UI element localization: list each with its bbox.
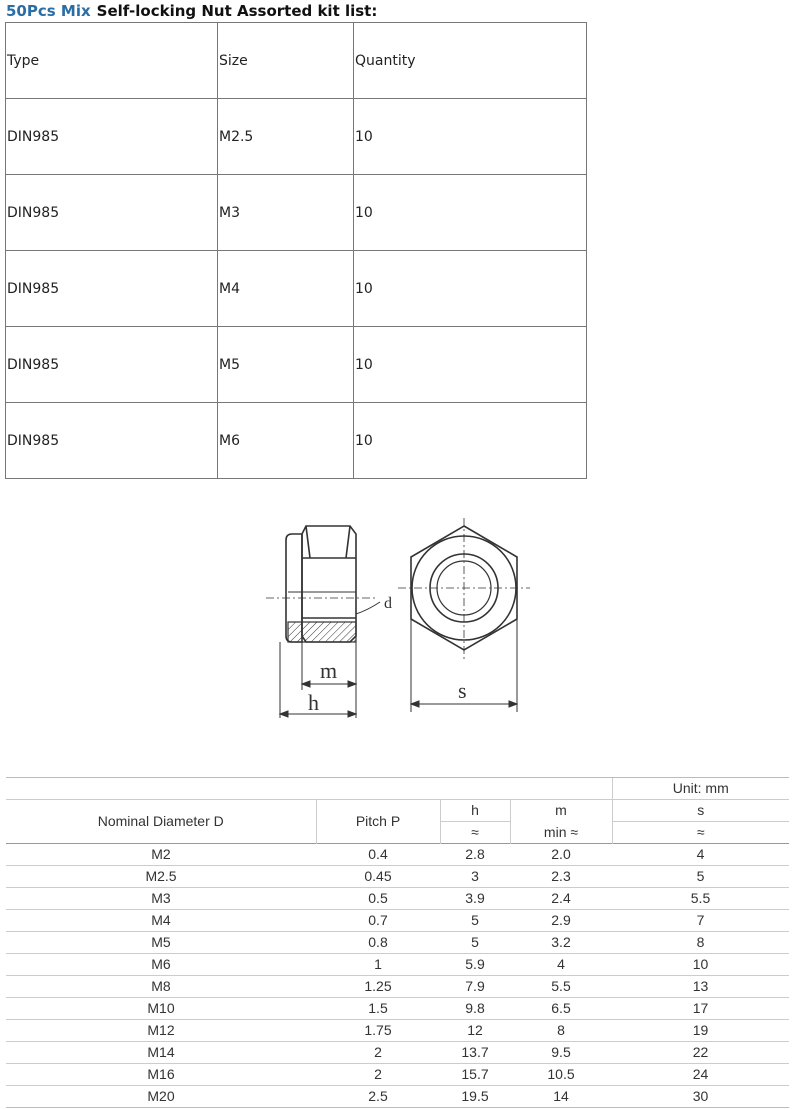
kit-header-size: Size — [218, 23, 354, 99]
kit-header-quantity: Quantity — [354, 23, 587, 99]
spec-subheader-m: min ≈ — [510, 822, 612, 844]
kit-cell-size: M6 — [218, 403, 354, 479]
spec-cell-nominal: M14 — [6, 1042, 316, 1064]
label-m: m — [320, 658, 338, 683]
kit-list-table — [5, 22, 587, 479]
spec-row — [6, 1020, 789, 1042]
spec-cell-s: 5 — [612, 866, 789, 888]
spec-row — [6, 998, 789, 1020]
spec-cell-m: 3.2 — [510, 932, 612, 954]
spec-cell-m: 8 — [510, 1020, 612, 1042]
kit-row — [6, 175, 587, 251]
kit-cell-size: M3 — [218, 175, 354, 251]
spec-cell-pitch: 1 — [316, 954, 440, 976]
kit-row — [6, 327, 587, 403]
spec-cell-h: 9.8 — [440, 998, 510, 1020]
spec-cell-h: 19.5 — [440, 1086, 510, 1108]
spec-cell-m: 2.4 — [510, 888, 612, 910]
spec-header-h: h — [440, 800, 510, 822]
spec-cell-m: 4 — [510, 954, 612, 976]
kit-cell-quantity: 10 — [354, 327, 587, 403]
spec-cell-nominal: M10 — [6, 998, 316, 1020]
kit-cell-type: DIN985 — [6, 327, 218, 403]
spec-cell-pitch: 1.25 — [316, 976, 440, 998]
heading-mix: 50Pcs Mix — [6, 2, 91, 20]
spec-subheader-h: ≈ — [440, 822, 510, 844]
spec-cell-s: 8 — [612, 932, 789, 954]
spec-cell-h: 13.7 — [440, 1042, 510, 1064]
spec-cell-nominal: M6 — [6, 954, 316, 976]
spec-cell-s: 4 — [612, 844, 789, 866]
kit-cell-type: DIN985 — [6, 403, 218, 479]
spec-cell-s: 10 — [612, 954, 789, 976]
spec-cell-m: 2.9 — [510, 910, 612, 932]
spec-cell-s: 5.5 — [612, 888, 789, 910]
nut-technical-drawing — [258, 518, 538, 723]
spec-cell-h: 15.7 — [440, 1064, 510, 1086]
spec-cell-s: 13 — [612, 976, 789, 998]
spec-row — [6, 1042, 789, 1064]
spec-row — [6, 866, 789, 888]
kit-cell-quantity: 10 — [354, 175, 587, 251]
spec-cell-pitch: 2 — [316, 1064, 440, 1086]
kit-cell-type: DIN985 — [6, 251, 218, 327]
spec-cell-s: 7 — [612, 910, 789, 932]
spec-cell-h: 3.9 — [440, 888, 510, 910]
spec-row — [6, 844, 789, 866]
spec-cell-nominal: M2.5 — [6, 866, 316, 888]
spec-cell-s: 19 — [612, 1020, 789, 1042]
spec-cell-pitch: 0.5 — [316, 888, 440, 910]
kit-header-row — [6, 23, 587, 99]
kit-cell-type: DIN985 — [6, 99, 218, 175]
kit-row — [6, 251, 587, 327]
spec-cell-nominal: M16 — [6, 1064, 316, 1086]
spec-cell-nominal: M20 — [6, 1086, 316, 1108]
spec-cell-h: 3 — [440, 866, 510, 888]
spec-cell-pitch: 1.75 — [316, 1020, 440, 1042]
spec-cell-pitch: 0.8 — [316, 932, 440, 954]
spec-cell-m: 6.5 — [510, 998, 612, 1020]
spec-header-nominal: Nominal Diameter D — [6, 800, 316, 844]
spec-cell-m: 2.3 — [510, 866, 612, 888]
spec-row — [6, 976, 789, 998]
spec-header-m: m — [510, 800, 612, 822]
spec-cell-m: 9.5 — [510, 1042, 612, 1064]
spec-row — [6, 910, 789, 932]
spec-cell-nominal: M5 — [6, 932, 316, 954]
spec-cell-s: 24 — [612, 1064, 789, 1086]
spec-row — [6, 932, 789, 954]
kit-row — [6, 99, 587, 175]
spec-row — [6, 888, 789, 910]
spec-cell-h: 5.9 — [440, 954, 510, 976]
nut-top-view — [398, 518, 530, 660]
kit-cell-size: M4 — [218, 251, 354, 327]
spec-unit: Unit: mm — [612, 778, 789, 800]
spec-cell-h: 7.9 — [440, 976, 510, 998]
spec-cell-pitch: 1.5 — [316, 998, 440, 1020]
spec-cell-pitch: 0.4 — [316, 844, 440, 866]
spec-cell-m: 14 — [510, 1086, 612, 1108]
spec-cell-nominal: M2 — [6, 844, 316, 866]
kit-cell-quantity: 10 — [354, 403, 587, 479]
spec-unit-row — [6, 778, 789, 800]
spec-subheader-s: ≈ — [612, 822, 789, 844]
heading-title: Self-locking Nut Assorted kit list: — [96, 2, 378, 20]
spec-header-pitch: Pitch P — [316, 800, 440, 844]
kit-cell-quantity: 10 — [354, 99, 587, 175]
spec-header-row — [6, 800, 789, 822]
spec-cell-m: 2.0 — [510, 844, 612, 866]
kit-cell-size: M5 — [218, 327, 354, 403]
spec-row — [6, 954, 789, 976]
spec-cell-pitch: 2.5 — [316, 1086, 440, 1108]
spec-cell-m: 10.5 — [510, 1064, 612, 1086]
spec-cell-nominal: M8 — [6, 976, 316, 998]
label-h: h — [308, 690, 319, 715]
kit-cell-size: M2.5 — [218, 99, 354, 175]
spec-cell-nominal: M4 — [6, 910, 316, 932]
spec-cell-s: 17 — [612, 998, 789, 1020]
kit-cell-quantity: 10 — [354, 251, 587, 327]
spec-cell-s: 30 — [612, 1086, 789, 1108]
spec-row — [6, 1086, 789, 1108]
spec-cell-s: 22 — [612, 1042, 789, 1064]
spec-cell-m: 5.5 — [510, 976, 612, 998]
spec-cell-h: 2.8 — [440, 844, 510, 866]
spec-cell-h: 5 — [440, 910, 510, 932]
page-heading — [6, 2, 377, 20]
spec-cell-nominal: M3 — [6, 888, 316, 910]
spec-cell-nominal: M12 — [6, 1020, 316, 1042]
spec-header-s: s — [612, 800, 789, 822]
nut-side-view — [266, 526, 380, 642]
kit-row — [6, 403, 587, 479]
dimension-spec-table — [6, 777, 789, 1108]
spec-cell-h: 12 — [440, 1020, 510, 1042]
spec-cell-pitch: 2 — [316, 1042, 440, 1064]
kit-cell-type: DIN985 — [6, 175, 218, 251]
spec-row — [6, 1064, 789, 1086]
spec-cell-pitch: 0.7 — [316, 910, 440, 932]
spec-cell-pitch: 0.45 — [316, 866, 440, 888]
kit-header-type: Type — [6, 23, 218, 99]
label-s: s — [458, 678, 467, 703]
label-d: d — [384, 595, 392, 612]
spec-cell-h: 5 — [440, 932, 510, 954]
